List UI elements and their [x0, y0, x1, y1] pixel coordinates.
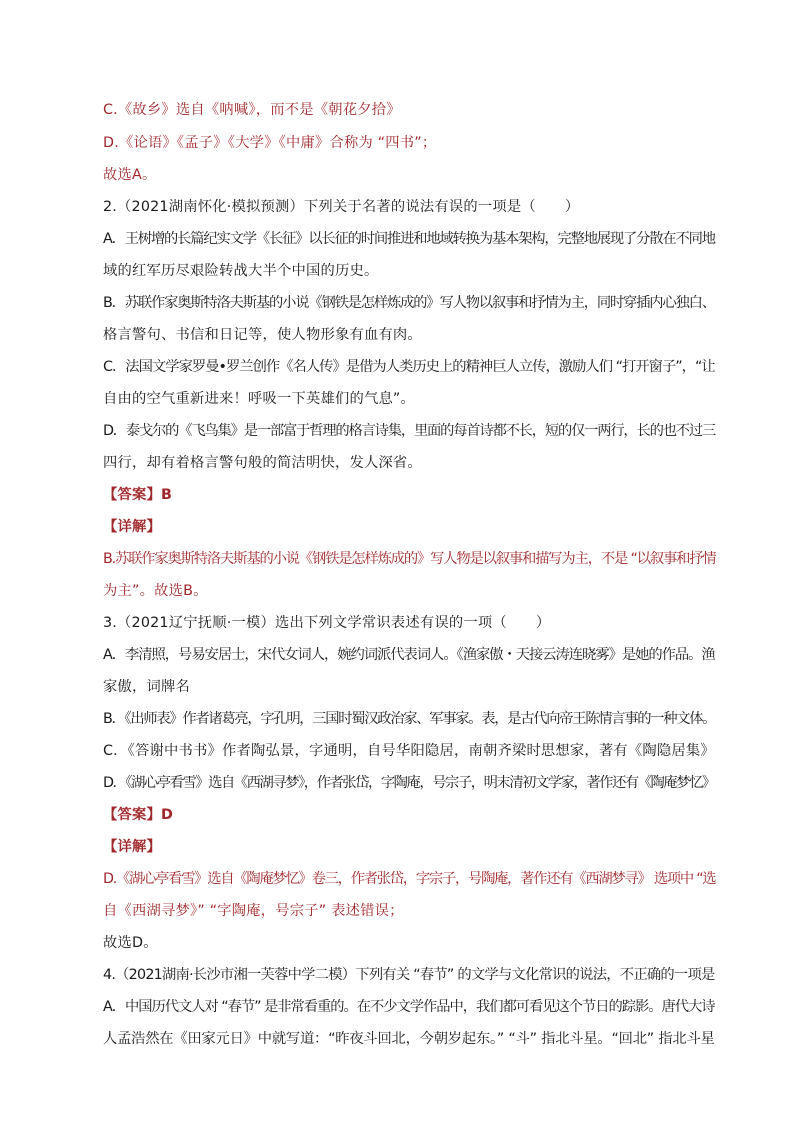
option-line: 家傲，词牌名 — [103, 679, 190, 695]
option-line: A．中国历代文人对 “春节” 是非常看重的。在不少文学作品中，我们都可看见这个节日的踪影。唐代大诗 — [103, 999, 715, 1015]
explanation-text: 自《西湖寻梦》” “字陶庵，号宗子” 表述错误； — [103, 903, 404, 919]
option-line: 四行，却有着格言警句般的简洁明快，发人深省。 — [103, 455, 422, 471]
explanation-label: 【详解】 — [103, 519, 161, 535]
text-line: C.《故乡》选自《呐喊》，而不是《朝花夕拾》 — [103, 102, 401, 118]
question-heading: 4.（2021湖南·长沙市湘一芙蓉中学二模）下列有关 “春节” 的文学与文化常识的说法，不正确的一项是 — [103, 967, 715, 983]
text-line: 故选D。 — [103, 935, 158, 951]
option-line: D．泰戈尔的《飞鸟集》是一部富于哲理的格言诗集，里面的每首诗都不长，短的仅一两行，长的也不过三 — [103, 423, 716, 439]
explanation-text: D.《湖心亭看雪》选自《陶庵梦忆》卷三，作者张岱，字宗子，号陶庵，著作还有《西湖梦寻》 选项中 “选 — [103, 871, 716, 887]
question-heading: 3.（2021辽宁抚顺·一模）选出下列文学常识表述有误的一项（ ） — [103, 615, 551, 631]
question-heading: 2.（2021湖南怀化·模拟预测）下列关于名著的说法有误的一项是（ ） — [103, 199, 580, 215]
option-line: 域的红军历尽艰险转战大半个中国的历史。 — [103, 263, 379, 279]
explanation-label: 【详解】 — [103, 839, 161, 855]
text-line: 故选A。 — [103, 167, 157, 183]
text-line: D.《论语》《孟子》《大学》《中庸》合称为 “四书”； — [103, 135, 437, 151]
answer-label: 【答案】B — [103, 487, 173, 503]
explanation-text: B.苏联作家奥斯特洛夫斯基的小说《钢铁是怎样炼成的》写人物是以叙事和描写为主，不是 “以叙事和抒情 — [103, 551, 716, 567]
answer-label: 【答案】D — [103, 807, 174, 823]
option-line: 格言警句、书信和日记等，使人物形象有血有肉。 — [103, 327, 422, 343]
option-line: C．法国文学家罗曼•罗兰创作《名人传》是借为人类历史上的精神巨人立传，激励人们 “打开窗子”，“让 — [103, 359, 715, 375]
option-line: D．《湖心亭看雪》选自《西湖寻梦》，作者张岱，字陶庵，号宗子，明末清初文学家，著作还有《陶庵梦忆》 — [103, 775, 715, 791]
explanation-text: 为主”。故选B。 — [103, 583, 208, 599]
option-line: B．苏联作家奥斯特洛夫斯基的小说《钢铁是怎样炼成的》写人物以叙事和抒情为主，同时穿插内心独白、 — [103, 295, 715, 311]
option-line: B．《出师表》作者诸葛亮，字孔明，三国时蜀汉政治家、军事家。表，是古代向帝王陈情言事的一种文体。 — [103, 711, 716, 727]
option-line: A．王树增的长篇纪实文学《长征》以长征的时间推进和地域转换为基本架构，完整地展现了分散在不同地 — [103, 231, 715, 247]
option-line: A．李清照，号易安居士，宋代女词人，婉约词派代表词人。《渔家傲・天接云涛连晓雾》是她的作品。渔 — [103, 647, 715, 663]
option-line: 人孟浩然在《田家元日》中就写道：“昨夜斗回北，今朝岁起东。” “斗” 指北斗星。“回北” 指北斗星 — [103, 1031, 715, 1047]
option-line: 自由的空气重新进来！呼吸一下英雄们的气息”。 — [103, 391, 416, 407]
option-line: C．《答谢中书书》作者陶弘景，字通明，自号华阳隐居，南朝齐梁时思想家，著有《陶隐居集》 — [103, 743, 715, 759]
